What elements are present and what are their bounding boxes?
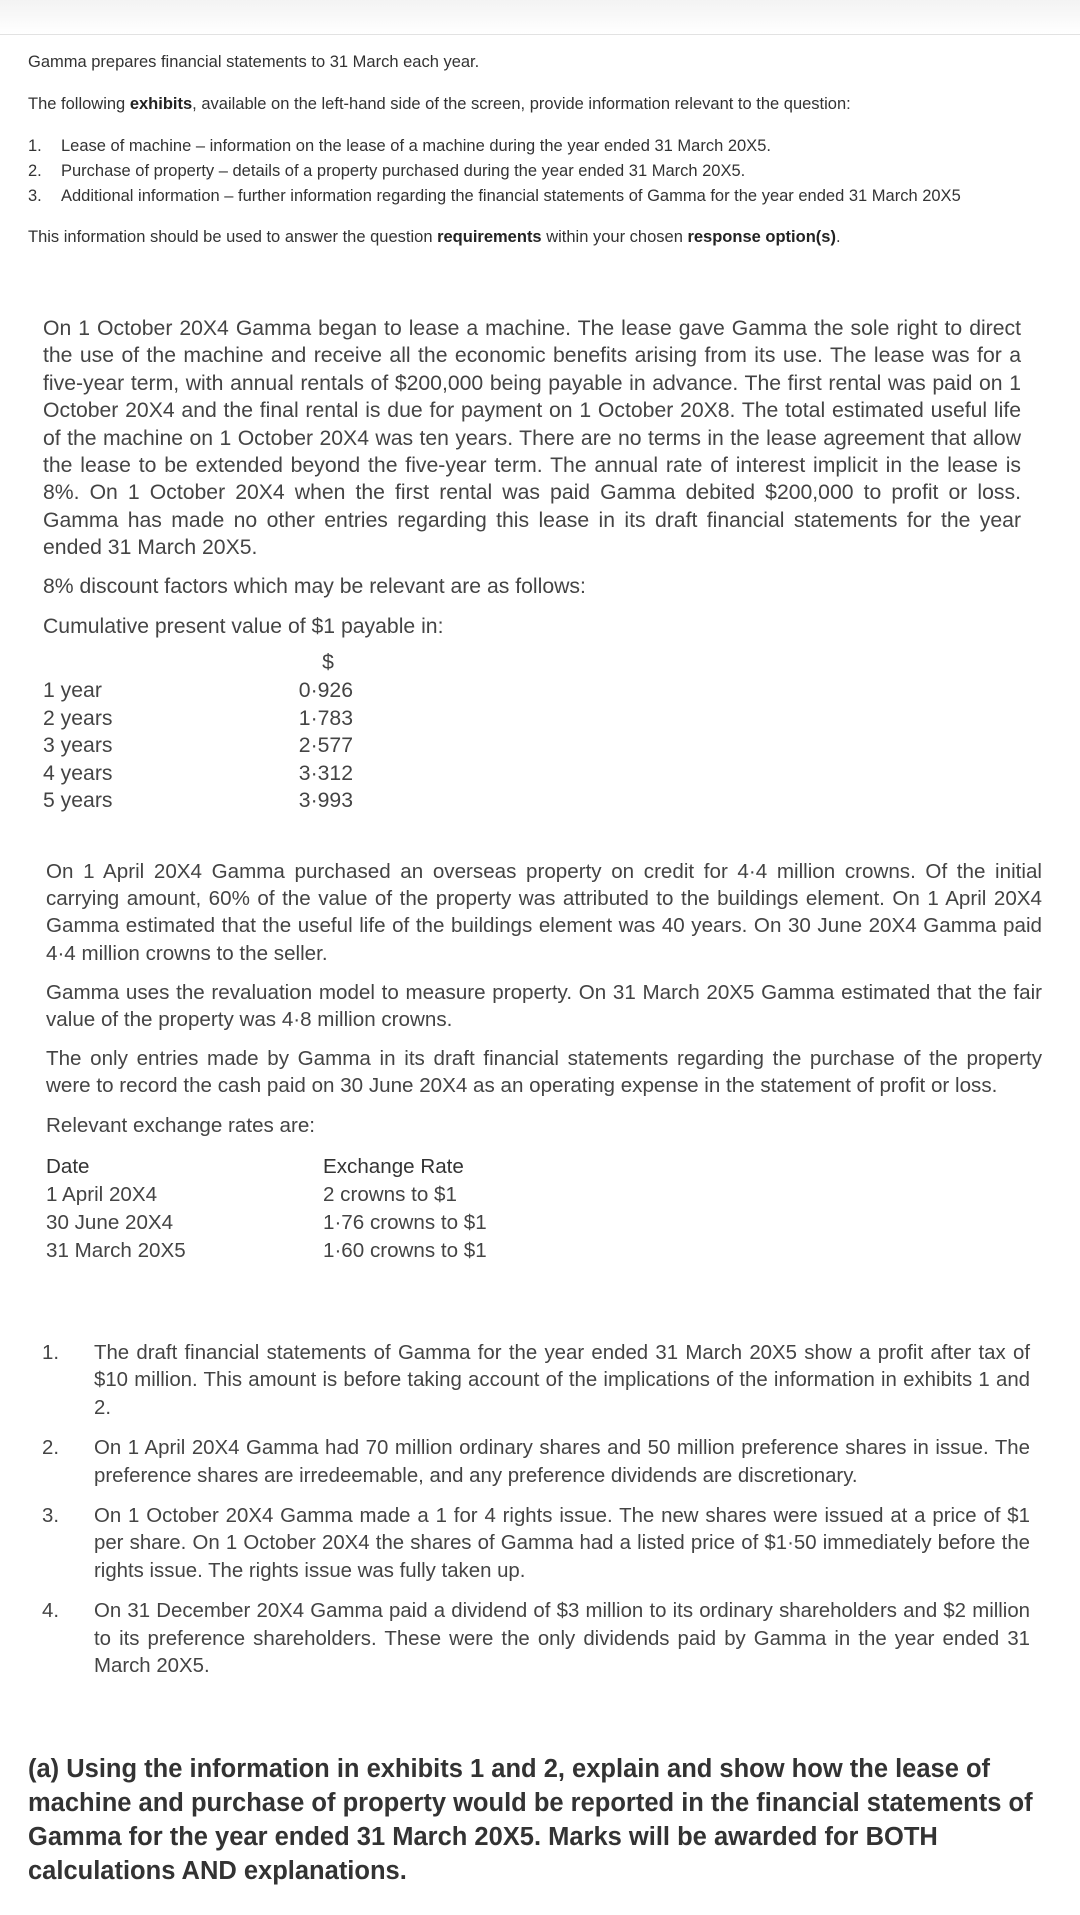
additional-info-item: 4. On 31 December 20X4 Gamma paid a dividend of $3 million to its ordinary shareholders and $2 million to its preference shareholders. These were the only dividends paid by Gamma in the year ended 31 March 20X5.: [42, 1600, 1030, 1678]
discount-factor-row: 5 years 3·993: [43, 789, 353, 813]
discount-factor-row: 4 years 3·312: [43, 761, 353, 785]
discount-factor-row: 1 year 0·926: [43, 679, 353, 703]
additional-info-item: 3. On 1 October 20X4 Gamma made a 1 for 4 rights issue. The new shares were issued at a price of $1 per share. On 1 October 20X4 the shares of Gamma had a listed price of $1·50 immediately before the rights issue. The rights issue was fully taken up.: [42, 1505, 1030, 1582]
exhibit-purchase-of-property: [46, 858, 1042, 1265]
draft-entries-text: The only entries made by Gamma in its draft financial statements regarding the purchase of the property were to record the cash paid on 30 June 20X4 as an operating expense in the statement of profit or loss.: [46, 1047, 1042, 1098]
revaluation-text: Gamma uses the revaluation model to measure property. On 31 March 20X5 Gamma estimated that the fair value of the property was 4·8 million crowns.: [46, 980, 1042, 1032]
cumulative-pv-label: Cumulative present value of $1 payable in:: [43, 615, 444, 639]
exchange-rate-row: 31 March 20X5 1·60 crowns to $1: [46, 1238, 487, 1262]
discount-factors-intro: 8% discount factors which may be relevant are as follows:: [43, 574, 586, 598]
exhibit-list-item: 2. Purchase of property – details of a property purchased during the year ended 31 March 20X5.: [28, 161, 746, 180]
exchange-rate-row: 1 April 20X4 2 crowns to $1: [46, 1182, 457, 1206]
intro-year-end: Gamma prepares financial statements to 31 March each year.: [28, 53, 480, 71]
currency-header: $: [322, 651, 334, 675]
discount-factor-table: [43, 649, 1021, 815]
intro-instructions: This information should be used to answer the question requirements within your chosen response option(s).: [28, 227, 841, 246]
lease-description: On 1 October 20X4 Gamma began to lease a machine. The lease gave Gamma the sole right to direct the use of the machine and receive all the economic benefits arising from its use. The lease was for a five-year term, with annual rentals of $200,000 being payable in advance. The first rental was paid on 1 October 20X4 and the final rental is due for payment on 1 October 20X8. The total estimated useful life of the machine on 1 October 20X4 was ten years. There are no terms in the lease agreement that allow the lease to be extended beyond the five-year term. The annual rate of interest implicit in the lease is 8%. On 1 October 20X4 when the first rental was paid Gamma debited $200,000 to profit or loss. Gamma has made no other entries regarding this lease in its draft financial statements for the year ended 31 March 20X5.: [43, 317, 1021, 560]
property-purchase-text: On 1 April 20X4 Gamma purchased an overseas property on credit for 4·4 million crowns. Of the initial carrying amount, 60% of the value of the property was attributed to the buildings element. On 1 April 20X4 Gamma estimated that the useful life of the buildings element was 40 years. On 30 June 20X4 Gamma paid 4·4 million crowns to the seller.: [46, 860, 1042, 965]
exchange-rate-table: [46, 1153, 1042, 1265]
discount-factor-row: 2 years 1·783: [43, 706, 353, 730]
exchange-rate-row: 30 June 20X4 1·76 crowns to $1: [46, 1210, 487, 1234]
exhibit-list-item: 1. Lease of machine – information on the lease of a machine during the year ended 31 March 20X5.: [28, 136, 771, 155]
additional-info-item: 1. The draft financial statements of Gamma for the year ended 31 March 20X5 show a profit after tax of $10 million. This amount is before taking account of the implications of the information in exhibits 1 and 2.: [42, 1342, 1030, 1419]
exhibit-additional-information: [30, 1340, 1030, 1693]
discount-factor-row: 3 years 2·577: [43, 734, 353, 758]
intro-exhibits-text: The following exhibits, available on the left-hand side of the screen, provide information relevant to the question:: [28, 95, 851, 114]
exchange-rate-header: Date Exchange Rate: [46, 1154, 464, 1178]
additional-info-item: 2. On 1 April 20X4 Gamma had 70 million ordinary shares and 50 million preference shares in issue. The preference shares are irredeemable, and any preference dividends are discretionary.: [42, 1437, 1030, 1487]
exhibit-lease-of-machine: [43, 315, 1021, 815]
exchange-rates-intro: Relevant exchange rates are:: [46, 1113, 316, 1137]
top-bar: [0, 0, 1080, 35]
exhibit-list: [28, 134, 1058, 209]
exhibit-list-item: 3. Additional information – further information regarding the financial statements of Gamma for the year ended 31 March 20X5: [28, 186, 961, 205]
question-intro: [28, 52, 1058, 248]
question-requirement: (a) Using the information in exhibits 1 and 2, explain and show how the lease of machine and purchase of property would be reported in the financial statements of Gamma for the year ended 31 March 20X5. Marks will be awarded for BOTH calculations AND explanations.: [28, 1755, 1033, 1885]
